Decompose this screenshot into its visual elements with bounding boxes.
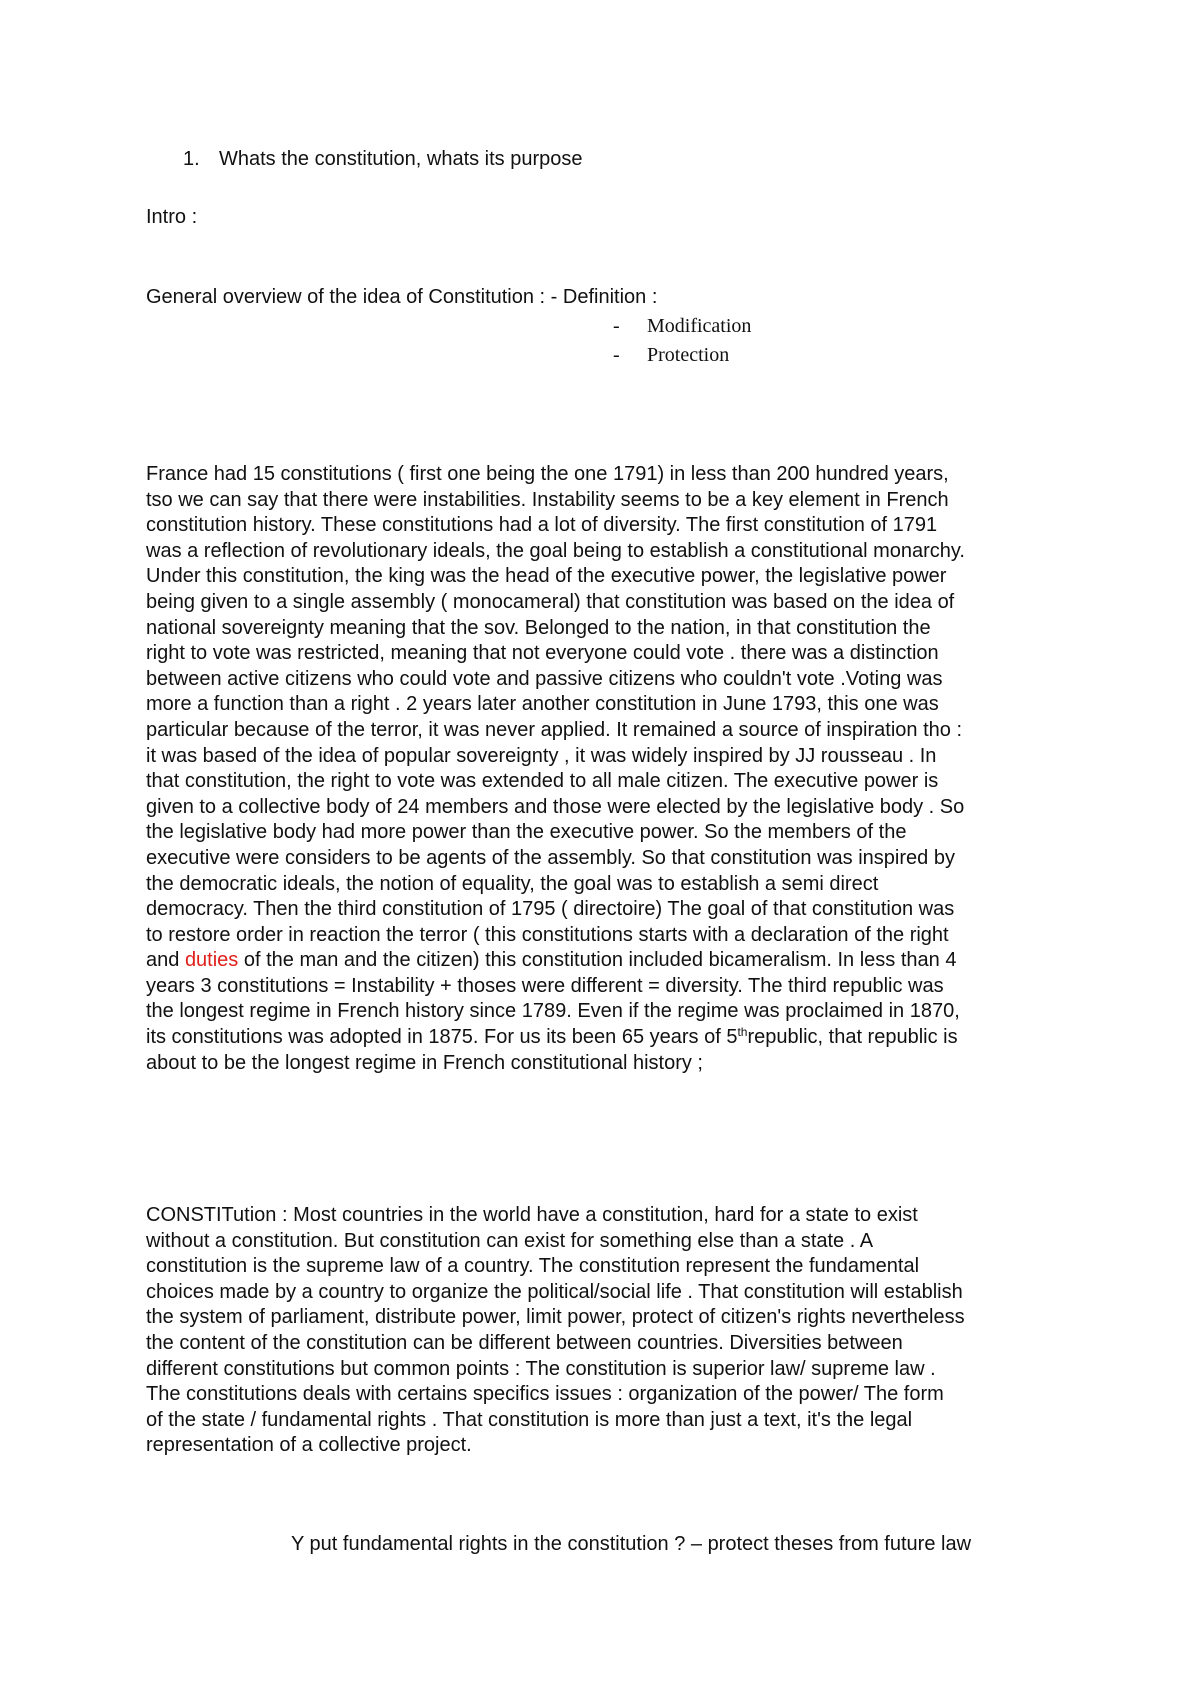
paragraph-line: different constitutions but common points : The constitution is superior law/ supreme law . bbox=[146, 1357, 936, 1380]
paragraph-line: The constitutions deals with certains specifics issues : organization of the power/ The form bbox=[146, 1383, 944, 1406]
intro-label: Intro : bbox=[146, 206, 198, 228]
paragraph-line: representation of a collective project. bbox=[146, 1434, 472, 1457]
line-text: its constitutions was adopted in 1875. For us its been 65 years of 5 bbox=[146, 1026, 738, 1049]
bullet-dash: - bbox=[613, 344, 620, 366]
paragraph-line: democracy. Then the third constitution of 1795 ( directoire) The goal of that constitution was bbox=[146, 898, 955, 921]
paragraph-line: CONSTITution : Most countries in the world have a constitution, hard for a state to exist bbox=[146, 1204, 918, 1226]
paragraph-line: given to a collective body of 24 members and those were elected by the legislative body . So bbox=[146, 795, 965, 818]
paragraph-line-with-highlight bbox=[146, 948, 1076, 974]
paragraph-line: right to vote was restricted, meaning that not everyone could vote . there was a distinction bbox=[146, 642, 939, 665]
overview-line: General overview of the idea of Constitution : - Definition : bbox=[146, 286, 658, 308]
paragraph-line: being given to a single assembly ( monocameral) that constitution was based on the idea of bbox=[146, 590, 955, 613]
paragraph-line: that constitution, the right to vote was extended to all male citizen. The executive power is bbox=[146, 770, 939, 793]
heading-text: Whats the constitution, whats its purpose bbox=[219, 148, 583, 170]
paragraph-line: Under this constitution, the king was the head of the executive power, the legislative power bbox=[146, 565, 947, 588]
paragraph-line: the content of the constitution can be different between countries. Diversities between bbox=[146, 1331, 903, 1354]
paragraph-line: national sovereignty meaning that the sov. Belonged to the nation, in that constitution the bbox=[146, 616, 931, 639]
paragraph-line: between active citizens who could vote and passive citizens who couldn't vote .Voting was bbox=[146, 667, 943, 690]
question-line: Y put fundamental rights in the constitution ? – protect theses from future law bbox=[291, 1533, 972, 1555]
paragraph-line: the legislative body had more power than the executive power. So the members of the bbox=[146, 821, 907, 844]
line-text: of the man and the citizen) this constitution included bicameralism. In less than 4 bbox=[238, 949, 957, 972]
subitem-label: Modification bbox=[647, 315, 752, 337]
line-text: republic, that republic is bbox=[747, 1026, 958, 1049]
constitution-paragraph bbox=[146, 1203, 1076, 1459]
paragraph-line: the longest regime in French history since 1789. Even if the regime was proclaimed in 1870, bbox=[146, 1000, 960, 1023]
ordinal-superscript: th bbox=[737, 1025, 748, 1040]
paragraph-line: tso we can say that there were instabilities. Instability seems to be a key element in French bbox=[146, 488, 949, 511]
paragraph-line: the democratic ideals, the notion of equality, the goal was to establish a semi direct bbox=[146, 872, 879, 895]
paragraph-line: without a constitution. But constitution can exist for something else than a state . A bbox=[146, 1229, 874, 1252]
history-paragraph bbox=[146, 462, 1076, 1076]
paragraph-line: choices made by a country to organize the political/social life . That constitution will establish bbox=[146, 1280, 963, 1303]
bullet-dash: - bbox=[613, 315, 620, 337]
paragraph-line: to restore order in reaction the terror ( this constitutions starts with a declaration of the right bbox=[146, 923, 949, 946]
paragraph-line: it was based of the idea of popular sovereignty , it was widely inspired by JJ rousseau . In bbox=[146, 744, 937, 767]
paragraph-line: was a reflection of revolutionary ideals, the goal being to establish a constitutional monarchy. bbox=[146, 539, 965, 562]
paragraph-line: constitution history. These constitutions had a lot of diversity. The first constitution of 1791 bbox=[146, 514, 938, 537]
line-text: and bbox=[146, 949, 185, 972]
subitem-modification bbox=[613, 315, 751, 338]
paragraph-line: particular because of the terror, it was never applied. It remained a source of inspiration tho : bbox=[146, 718, 962, 741]
paragraph-line: the system of parliament, distribute power, limit power, protect of citizen's rights nevertheless bbox=[146, 1306, 965, 1329]
paragraph-line: executive were considers to be agents of the assembly. So that constitution was inspired by bbox=[146, 846, 955, 869]
paragraph-line: France had 15 constitutions ( first one being the one 1791) in less than 200 hundred years, bbox=[146, 463, 949, 485]
paragraph-line-with-superscript bbox=[146, 1025, 1076, 1051]
subitem-protection bbox=[613, 344, 729, 367]
paragraph-line: years 3 constitutions = Instability + thoses were different = diversity. The third republic was bbox=[146, 974, 944, 997]
paragraph-line: about to be the longest regime in French constitutional history ; bbox=[146, 1051, 703, 1074]
numbered-heading bbox=[183, 148, 583, 171]
highlighted-word: duties bbox=[184, 949, 239, 972]
subitem-label: Protection bbox=[647, 344, 730, 366]
paragraph-line: of the state / fundamental rights . That constitution is more than just a text, it's the legal bbox=[146, 1408, 913, 1431]
paragraph-line: more a function than a right . 2 years later another constitution in June 1793, this one was bbox=[146, 693, 939, 716]
paragraph-line: constitution is the supreme law of a country. The constitution represent the fundamental bbox=[146, 1255, 920, 1278]
list-number: 1. bbox=[183, 148, 200, 170]
